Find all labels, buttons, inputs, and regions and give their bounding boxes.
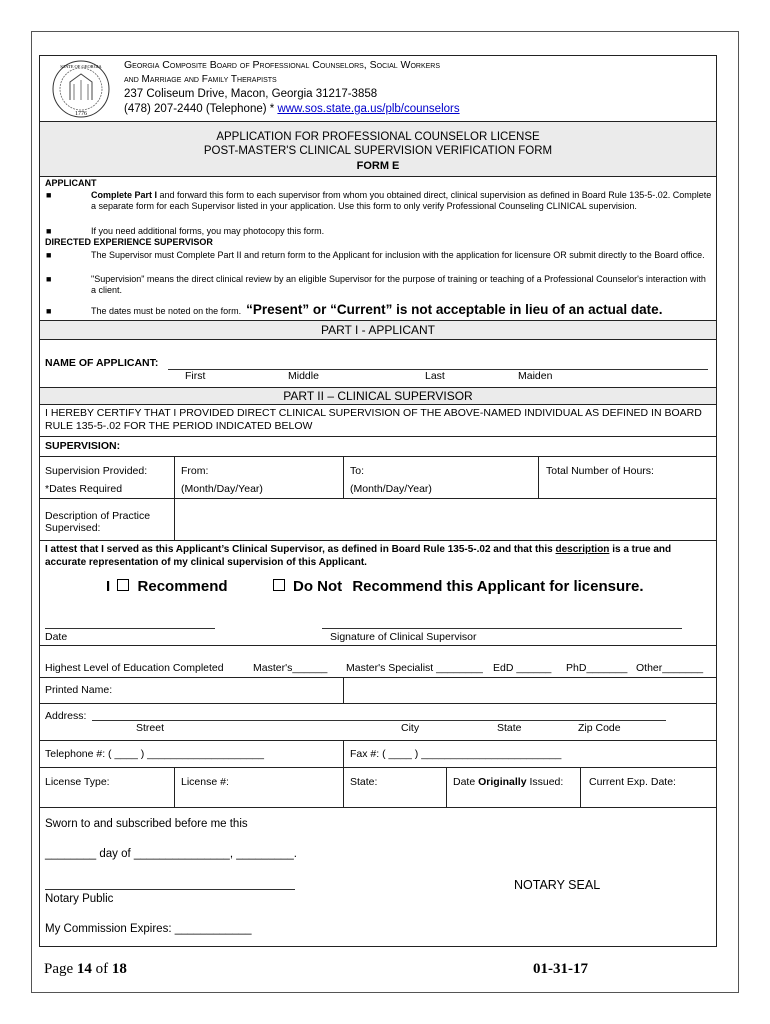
divider — [39, 767, 717, 768]
form-date: 01-31-17 — [533, 961, 588, 977]
divider — [39, 436, 717, 437]
license-type-label: License Type: — [45, 776, 110, 788]
divider — [39, 498, 717, 499]
instruction-5-bold: “Present” or “Current” is not acceptable in lieu of an actual date. — [246, 302, 663, 317]
seal-year: 1776 — [75, 111, 87, 117]
instruction-3: The Supervisor must Complete Part II and return form to the Applicant for inclusion with the application for licensure OR submit directly to the Board office. — [91, 250, 705, 260]
divider — [580, 767, 581, 807]
instruction-1-bold: Complete Part I — [91, 190, 158, 200]
date-caption: Date — [45, 631, 68, 643]
signature-caption: Signature of Clinical Supervisor — [330, 631, 477, 643]
phd-option[interactable]: PhD_______ — [566, 662, 628, 674]
instruction-5-text: The dates must be noted on the form. — [91, 306, 242, 316]
attestation-b: is a true and accurate representation of my clinical supervision of this Applicant. — [45, 544, 672, 568]
divider — [39, 339, 717, 340]
attestation-underlined: description — [555, 544, 610, 555]
telephone-label: Telephone #: ( ____ ) — [45, 748, 145, 760]
seal-lettering: STATE OF GEORGIA — [60, 64, 102, 69]
part1-heading: PART I - APPLICANT — [320, 323, 436, 337]
other-option[interactable]: Other_______ — [636, 662, 704, 674]
street-caption: Street — [136, 722, 165, 734]
supervision-provided-label: Supervision Provided: — [45, 465, 148, 477]
masters-option[interactable]: Master's______ — [253, 662, 328, 674]
state-caption: State — [497, 722, 522, 734]
divider — [39, 456, 717, 457]
certification-statement: I HEREBY CERTIFY THAT I PROVIDED DIRECT CLINICAL SUPERVISION OF THE ABOVE-NAMED INDIVIDUAL AS DEFINED IN BOARD RULE 135-5-.02 FOR THE PERIOD INDICATED BELOW — [45, 407, 702, 432]
total-hours-field[interactable] — [540, 458, 715, 496]
total-hours-label: Total Number of Hours: — [546, 465, 654, 477]
attestation-a: I attest that I served as this Applicant’s Clinical Supervisor, as defined in Board Rule 135-5-.02 and that this — [45, 544, 556, 555]
do-not-recommend-option — [273, 578, 644, 595]
telephone-field[interactable]: Telephone #: ( ____ ) ____________________ — [45, 748, 264, 760]
fax-field[interactable]: Fax #: ( ____ ) ________________________ — [350, 748, 562, 760]
attestation — [45, 543, 713, 569]
expiration-date-label: Current Exp. Date: — [589, 776, 676, 788]
divider — [174, 767, 175, 807]
date-orig-b: Originally — [478, 776, 527, 788]
divider — [446, 767, 447, 807]
applicant-heading: APPLICANT — [45, 178, 97, 188]
divider — [39, 404, 717, 405]
recommend-tail: Recommend this Applicant for licensure. — [352, 578, 644, 595]
notary-public-label: Notary Public — [45, 893, 114, 905]
applicant-name-label: NAME OF APPLICANT: — [45, 357, 159, 369]
page-total: 18 — [111, 961, 127, 977]
divider — [538, 456, 539, 498]
divider — [343, 677, 344, 703]
date-orig-c: Issued: — [526, 776, 564, 788]
address-field[interactable] — [92, 720, 666, 721]
supervisor-heading: DIRECTED EXPERIENCE SUPERVISOR — [45, 237, 213, 247]
divider — [39, 176, 717, 177]
form-title-line2: POST-MASTER'S CLINICAL SUPERVISION VERIFICATION FORM — [203, 145, 553, 157]
education-row — [45, 662, 224, 674]
divider — [343, 456, 344, 498]
instruction-1 — [91, 190, 713, 212]
board-phone: (478) 207-2440 (Telephone) * — [124, 103, 278, 115]
edd-option[interactable]: EdD ______ — [493, 662, 552, 674]
dates-required-label: *Dates Required — [45, 483, 123, 495]
maiden-name-caption: Maiden — [518, 370, 553, 382]
date-field[interactable] — [45, 628, 215, 629]
date-originally-issued-label — [453, 776, 563, 788]
masters-label: Master's — [253, 662, 293, 674]
instruction-4: "Supervision" means the direct clinical review by an eligible Supervisor for the purpose of training or teaching of a Professional Counselor's interaction with a client. — [91, 274, 706, 295]
fax-label: Fax #: ( ____ ) — [350, 748, 419, 760]
sworn-day-field[interactable]: ________ day of _______________, _________. — [45, 848, 297, 860]
board-name-line2: and Marriage and Family Therapists — [124, 74, 277, 85]
specialist-option[interactable]: Master's Specialist ________ — [346, 662, 483, 674]
phd-label: PhD — [566, 662, 587, 674]
printed-name-label: Printed Name: — [45, 684, 113, 696]
from-date-field[interactable] — [176, 458, 342, 496]
divider — [343, 740, 344, 767]
supervision-label: SUPERVISION: — [45, 440, 121, 452]
instruction-2: If you need additional forms, you may photocopy this form. — [91, 226, 325, 236]
date-orig-a: Date — [453, 776, 479, 788]
middle-name-caption: Middle — [288, 370, 319, 382]
address-label: Address: — [45, 710, 87, 722]
divider — [39, 740, 717, 741]
license-state-label: State: — [350, 776, 378, 788]
form-title-line1: APPLICATION FOR PROFESSIONAL COUNSELOR LICENSE — [216, 131, 540, 143]
education-label: Highest Level of Education Completed — [45, 662, 224, 674]
recommend-checkbox[interactable] — [117, 579, 129, 591]
divider — [39, 807, 717, 808]
description-field[interactable] — [176, 500, 715, 538]
form-title-line3: FORM E — [356, 160, 400, 172]
page-of: of — [91, 961, 112, 977]
i-label: I — [106, 578, 111, 595]
georgia-seal-icon — [44, 58, 118, 120]
board-website-link[interactable]: www.sos.state.ga.us/plb/counselors — [277, 103, 460, 115]
bullet-icon: ■ — [46, 190, 52, 200]
notary-seal-label: NOTARY SEAL — [514, 878, 601, 892]
sworn-statement: Sworn to and subscribed before me this — [45, 818, 248, 830]
divider — [39, 703, 717, 704]
commission-expires-field[interactable]: My Commission Expires: ____________ — [45, 923, 252, 935]
edd-label: EdD — [493, 662, 514, 674]
divider — [39, 540, 717, 541]
divider — [343, 767, 344, 807]
city-caption: City — [401, 722, 420, 734]
other-label: Other — [636, 662, 663, 674]
part2-heading: PART II – CLINICAL SUPERVISOR — [283, 389, 473, 403]
divider — [39, 677, 717, 678]
printed-name-field[interactable] — [345, 679, 715, 701]
do-not-label: Do Not — [293, 578, 343, 595]
to-date-field[interactable] — [345, 458, 537, 496]
license-number-label: License #: — [181, 776, 229, 788]
recommend-option — [106, 578, 228, 595]
from-label: From: — [181, 465, 209, 477]
notary-signature-field[interactable] — [45, 889, 295, 890]
divider — [39, 645, 717, 646]
board-address: 237 Coliseum Drive, Macon, Georgia 31217-3858 — [124, 88, 378, 100]
bullet-icon: ■ — [46, 250, 52, 260]
specialist-label: Master's Specialist — [346, 662, 434, 674]
from-format: (Month/Day/Year) — [181, 483, 263, 495]
signature-field[interactable] — [322, 628, 682, 629]
board-name-line1: Georgia Composite Board of Professional Counselors, Social Workers — [124, 59, 441, 71]
bullet-icon: ■ — [46, 274, 52, 284]
bullet-icon: ■ — [46, 306, 52, 316]
page-num: 14 — [76, 961, 92, 977]
do-not-recommend-checkbox[interactable] — [273, 579, 285, 591]
page-number — [44, 961, 127, 978]
instruction-5 — [91, 301, 662, 319]
recommend-label: Recommend — [137, 578, 228, 595]
board-contact — [124, 103, 460, 115]
page-prefix: Page — [44, 961, 77, 977]
zip-caption: Zip Code — [578, 722, 621, 734]
instruction-1-text: and forward this form to each supervisor from whom you obtained direct, clinical supervision as defined in Board Rule 135-5-.02. Complete a separate form for each Supervisor listed in your application. Use this form to only verify Professional Counseling CLINICAL supervision. — [91, 190, 712, 211]
to-label: To: — [350, 465, 365, 477]
to-format: (Month/Day/Year) — [350, 483, 432, 495]
first-name-caption: First — [185, 370, 206, 382]
last-name-caption: Last — [425, 370, 445, 382]
bullet-icon: ■ — [46, 226, 52, 236]
description-label: Description of Practice Supervised: — [45, 510, 151, 534]
